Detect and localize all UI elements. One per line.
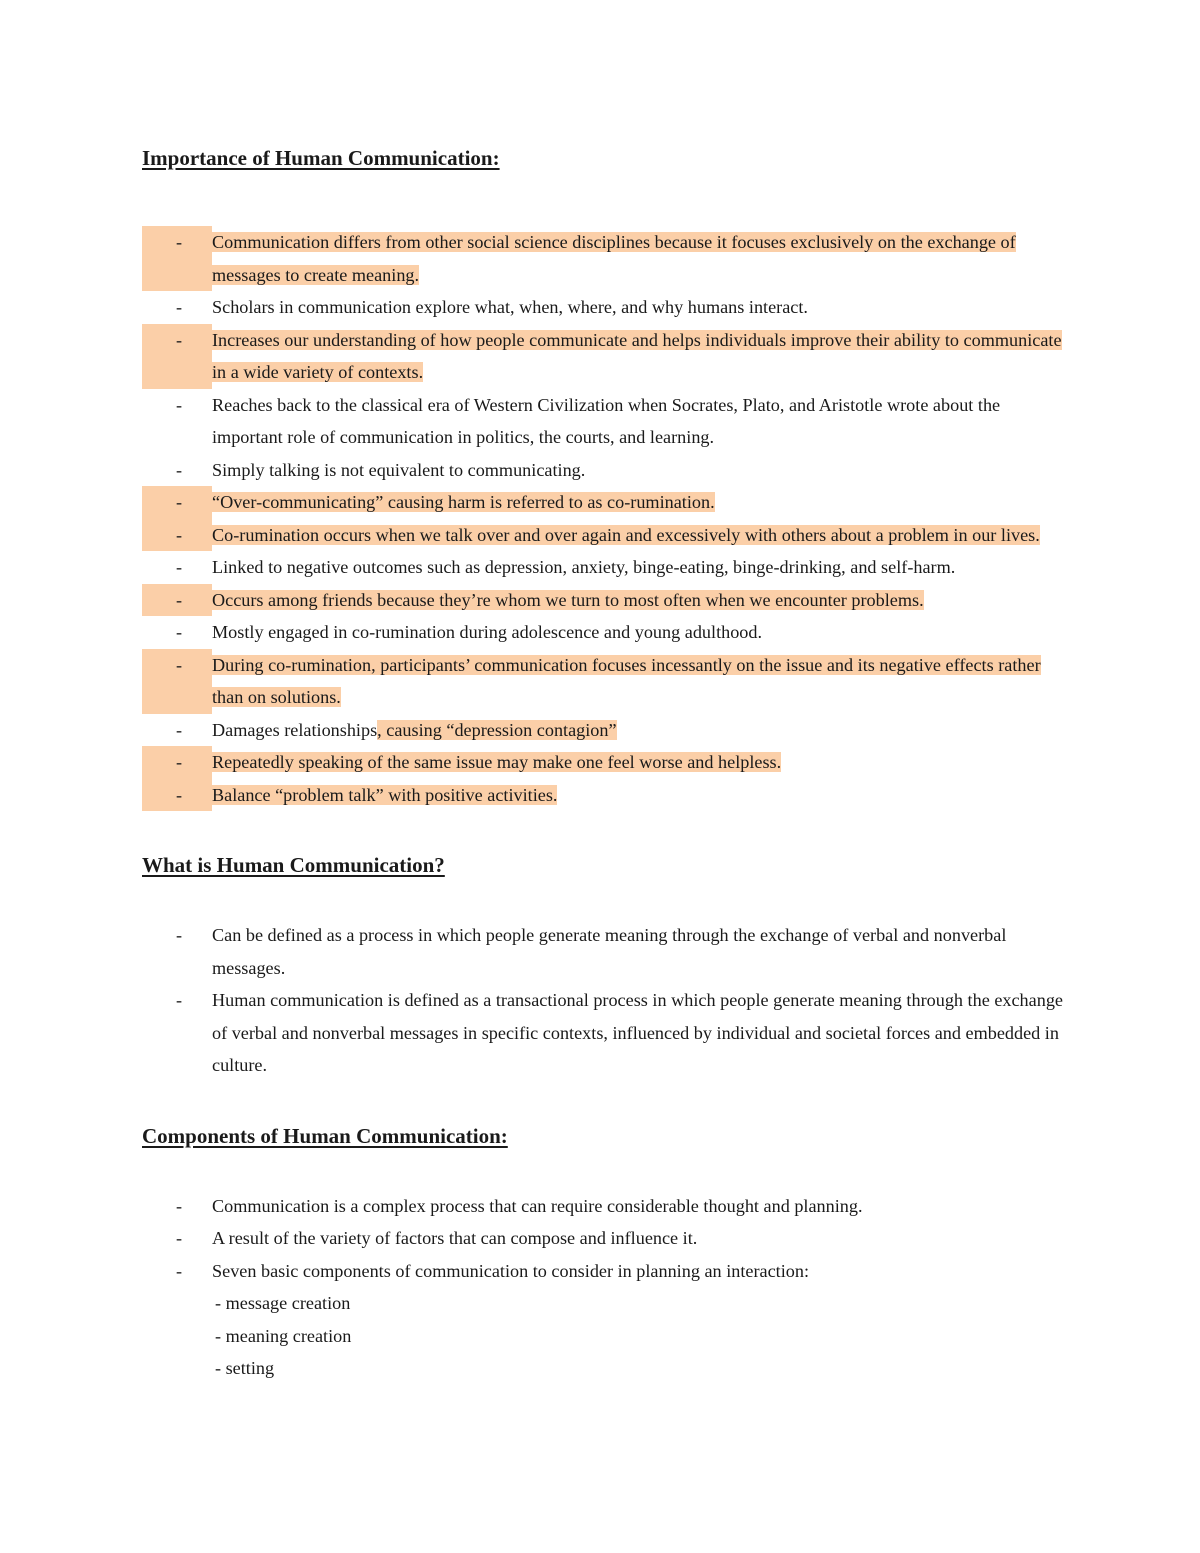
heading-components: Components of Human Communication: — [142, 1123, 508, 1148]
list-item: - Co-rumination occurs when we talk over and over again and excessively with others about a problem in our lives. — [142, 519, 1072, 552]
list-item: - Seven basic components of communication to consider in planning an interaction: — [176, 1260, 810, 1281]
list-item: - Mostly engaged in co-rumination during adolescence and young adulthood. — [176, 622, 763, 642]
list-item: - Occurs among friends because they’re whom we turn to most often when we encounter problems. — [142, 584, 1072, 617]
list-item: - Increases our understanding of how people communicate and helps individuals improve their ability to communicate in a wide variety of contexts. — [142, 324, 1072, 389]
list-item: - Linked to negative outcomes such as depression, anxiety, binge-eating, binge-drinking, and self-harm. — [176, 557, 956, 577]
list-item: - Can be defined as a process in which people generate meaning through the exchange of verbal and nonverbal messages. — [176, 925, 1007, 978]
list-item: - Repeatedly speaking of the same issue may make one feel worse and helpless. — [142, 746, 1072, 779]
list-item: - Simply talking is not equivalent to communicating. — [176, 459, 586, 480]
list-item: - During co-rumination, participants’ communication focuses incessantly on the issue and its negative effects rather than on solutions. — [142, 649, 1072, 714]
bullet-list-components — [142, 1190, 1072, 1288]
section-importance — [142, 142, 1072, 811]
heading-what-is: What is Human Communication? — [142, 853, 445, 877]
bullet-list-what-is — [142, 919, 1072, 1082]
list-item: - “Over-communicating” causing harm is referred to as co-rumination. — [142, 486, 1072, 519]
bullet-list-importance — [142, 226, 1072, 811]
section-what-is — [142, 849, 1072, 1082]
list-item: - A result of the variety of factors that can compose and influence it. — [176, 1228, 698, 1248]
list-item: - Balance “problem talk” with positive activities. — [142, 779, 1072, 812]
sub-list-components — [142, 1287, 1072, 1385]
sub-list-item: - message creation — [215, 1293, 351, 1313]
list-item: - Communication is a complex process that can require considerable thought and planning. — [176, 1195, 863, 1216]
section-components — [142, 1120, 1072, 1385]
sub-list-item: - setting — [215, 1358, 275, 1378]
list-item: - Human communication is defined as a transactional process in which people generate meaning through the exchange of verbal and nonverbal messages in specific contexts, influenced by individual and societal forces and embedded in culture. — [176, 990, 1063, 1075]
sub-list-item: - meaning creation — [215, 1325, 352, 1346]
list-item: - Damages relationships, causing “depression contagion” — [176, 719, 617, 740]
list-item: - Scholars in communication explore what, when, where, and why humans interact. — [176, 297, 808, 317]
list-item: - Reaches back to the classical era of Western Civilization when Socrates, Plato, and Aristotle wrote about the important role of communication in politics, the courts, and learning. — [176, 394, 1001, 447]
heading-importance: Importance of Human Communication: — [142, 146, 500, 170]
list-item: - Communication differs from other social science disciplines because it focuses exclusively on the exchange of messages to create meaning. — [142, 226, 1072, 291]
document-body — [142, 142, 1072, 1385]
